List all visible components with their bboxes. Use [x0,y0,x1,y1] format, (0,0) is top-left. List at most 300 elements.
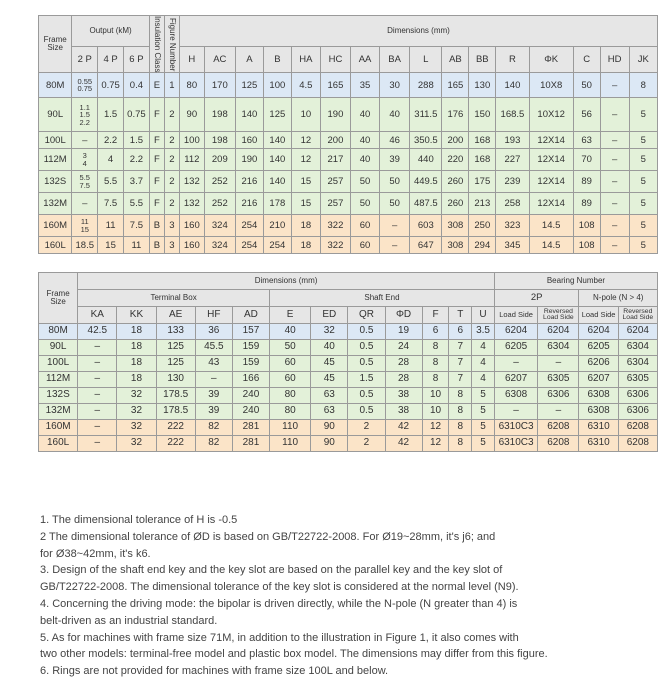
notes [40,512,640,680]
table-cell: 18 [291,237,320,254]
table-cell: 132 [179,193,204,215]
table-row [39,171,658,193]
table-cell: 6306 [538,388,579,404]
note-line: 5. As for machines with frame size 71M, in addition to the illustration in Figure 1, it also comes with [40,631,519,644]
table-cell: 132 [179,171,204,193]
table-cell: 15 [98,237,124,254]
table-cell: 18 [117,324,156,340]
table-cell: 6304 [618,356,657,372]
table-cell: 6305 [538,372,579,388]
table-cell: 240 [232,404,269,420]
terminal-shaft-bearing-table [38,272,658,452]
table-cell: 322 [320,237,350,254]
table-cell: 216 [235,171,263,193]
table-cell: 36 [195,324,232,340]
table-cell: 140 [235,98,263,132]
table-cell: 140 [263,132,291,149]
table-cell: 50 [270,340,311,356]
table-cell: 8 [449,436,472,452]
table-cell: 80 [270,388,311,404]
table-cell: – [600,193,629,215]
table-cell: 294 [469,237,496,254]
col2-7: QR [348,307,385,324]
table-cell: 7 [449,340,472,356]
table-cell: 0.5 [348,340,385,356]
table-cell: 125 [156,356,195,372]
table-cell: 449.5 [410,171,442,193]
table-cell: 220 [442,149,469,171]
col-dim-8: L [410,46,442,73]
col2-dimensions: Dimensions (mm) [78,273,495,290]
table-row [39,324,658,340]
table-cell: 6204 [538,324,579,340]
table-cell: 39 [380,149,410,171]
table-cell: 165 [320,73,350,98]
note-line: belt-driven as an industrial standard. [40,614,218,627]
table-cell: 216 [235,193,263,215]
table-cell: 89 [573,193,600,215]
table-cell: – [600,98,629,132]
table-cell: 110 [270,436,311,452]
table-cell: 150 [469,98,496,132]
table-cell: 6 [422,324,449,340]
table-cell: 2 [164,132,179,149]
table-cell: 6206 [579,356,618,372]
table-cell: 323 [496,215,529,237]
table-cell: 8 [422,356,449,372]
table-cell: 209 [204,149,235,171]
table-cell: F [149,193,164,215]
table-cell: B [149,215,164,237]
table-cell: 2 [164,98,179,132]
table-cell: 2 [164,149,179,171]
table-cell: 40 [351,132,380,149]
frame-size-cell: 80M [39,324,78,340]
table-cell: 40 [351,98,380,132]
table-cell: – [538,356,579,372]
table-cell: 125 [156,340,195,356]
table-cell: 6205 [494,340,537,356]
table-cell: 250 [469,215,496,237]
table-row [39,98,658,132]
table-cell: – [600,149,629,171]
col-dim-15: JK [629,46,657,73]
table-cell: 14.5 [529,237,573,254]
table-cell: 8 [629,73,657,98]
table-cell: 198 [204,132,235,149]
table-cell: 258 [496,193,529,215]
table-cell: 190 [235,149,263,171]
table-cell: 252 [204,193,235,215]
table-cell: 4 [98,149,124,171]
note-line: two other models: terminal-free model and plastic box model. The dimensions may differ from this figure. [40,648,548,661]
table-cell: 14.5 [529,215,573,237]
table-cell: 254 [235,237,263,254]
table-cell: 308 [442,237,469,254]
table-cell: – [78,372,117,388]
table-cell: 40 [380,98,410,132]
table-cell: 157 [232,324,269,340]
table-cell: 8 [422,340,449,356]
table-cell: 89 [573,171,600,193]
table-cell: 42.5 [78,324,117,340]
table-cell: 110 [270,420,311,436]
table-cell: 5.5 [123,193,149,215]
table-cell: 260 [442,193,469,215]
table-cell: 178 [263,193,291,215]
table-cell: – [600,237,629,254]
table-row [39,340,658,356]
col-output: Output (kM) [72,16,149,47]
table-cell: 603 [410,215,442,237]
table-cell: 324 [204,237,235,254]
table-cell: 130 [156,372,195,388]
table-cell: 6208 [538,436,579,452]
table-cell: 281 [232,436,269,452]
table-cell: 15 [291,171,320,193]
table-cell: 12 [291,149,320,171]
table-cell: – [494,404,537,420]
col2-1: KK [117,307,156,324]
table-cell: 140 [496,73,529,98]
table-cell: 166 [232,372,269,388]
table-row [39,215,658,237]
table-row [39,193,658,215]
col-pole-1: 4 P [98,46,124,73]
table-cell: 6207 [494,372,537,388]
table-cell: 322 [320,215,350,237]
col-dim-1: AC [204,46,235,73]
table-cell: 32 [117,420,156,436]
table-cell: 18.5 [72,237,98,254]
table-cell: 6205 [579,340,618,356]
note-line: for Ø38~42mm, it's k6. [40,547,151,560]
col2-bearing-1: Reversed Load Side [538,307,579,324]
table-cell: 198 [204,98,235,132]
table-cell: 63 [311,388,348,404]
table-cell: 2 [348,420,385,436]
table-cell: 63 [311,404,348,420]
col-pole-0: 2 P [72,46,98,73]
table-cell: 45.5 [195,340,232,356]
table-cell: 227 [496,149,529,171]
table-cell: 11 [98,215,124,237]
table-cell: 12 [422,420,449,436]
table-cell: – [380,237,410,254]
table-cell: 175 [469,171,496,193]
col-dim-5: HC [320,46,350,73]
table-cell: 222 [156,436,195,452]
table-cell: 90 [179,98,204,132]
table-cell: 50 [573,73,600,98]
table-cell: 43 [195,356,232,372]
col-frame-size: Frame Size [39,16,72,73]
table-cell: 60 [351,237,380,254]
table-cell: 6208 [618,420,657,436]
table-cell: 345 [496,237,529,254]
col-dim-14: HD [600,46,629,73]
frame-size-cell: 160M [39,215,72,237]
col2-bearing-3: Reversed Load Side [618,307,657,324]
col2-shaft-end: Shaft End [270,290,495,307]
col-dimensions: Dimensions (mm) [179,16,657,47]
frame-size-cell: 80M [39,73,72,98]
frame-size-cell: 90L [39,98,72,132]
table-cell: 10 [422,388,449,404]
note-line: 1. The dimensional tolerance of H is -0.5 [40,514,238,526]
table-cell: 7.5 [98,193,124,215]
table-cell: 190 [320,98,350,132]
table-cell: 6305 [618,372,657,388]
table-cell: 12 [291,132,320,149]
table-cell: 8 [449,420,472,436]
col2-9: F [422,307,449,324]
frame-size-cell: 132S [39,388,78,404]
table-cell: 3 [164,237,179,254]
col2-5: E [270,307,311,324]
col2-6: ED [311,307,348,324]
table-cell: 1 [164,73,179,98]
note-line: 6. Rings are not provided for machines with frame size 100L and below. [40,665,389,678]
table-cell: 252 [204,171,235,193]
table-cell: F [149,132,164,149]
table-cell: 3 4 [72,149,98,171]
table-cell: 160 [235,132,263,149]
table-row [39,372,658,388]
table-cell: 2.2 [98,132,124,149]
frame-size-cell: 132S [39,171,72,193]
table-cell: 213 [469,193,496,215]
table-cell: 5.5 [98,171,124,193]
table-cell: 0.55 0.75 [72,73,98,98]
col-insulation-class: Insulation Class [149,16,164,73]
table-cell: 90 [311,420,348,436]
table-cell: 6208 [538,420,579,436]
table-cell: 1.5 [98,98,124,132]
col2-4: AD [232,307,269,324]
table-cell: 1.5 [123,132,149,149]
table-cell: 281 [232,420,269,436]
table-cell: 159 [232,356,269,372]
col-dim-4: HA [291,46,320,73]
table-cell: 254 [235,215,263,237]
table-cell: 19 [385,324,422,340]
table-cell: 288 [410,73,442,98]
table-cell: 80 [270,404,311,420]
table-cell: 6208 [618,436,657,452]
table-cell: – [78,436,117,452]
table-cell: 1.5 [348,372,385,388]
table-cell: F [149,98,164,132]
table-cell: 200 [320,132,350,149]
table-cell: 108 [573,237,600,254]
table-cell: 8 [449,404,472,420]
table-cell: 350.5 [410,132,442,149]
col2-bearing-0: Load Side [494,307,537,324]
frame-size-cell: 112M [39,149,72,171]
table-cell: B [149,237,164,254]
table-cell: 32 [117,388,156,404]
table-cell: 5 [472,420,495,436]
col2-bearing-number: Bearing Number [494,273,657,290]
table-cell: – [380,215,410,237]
table-cell: 40 [351,149,380,171]
frame-size-cell: 132M [39,404,78,420]
table-cell: 112 [179,149,204,171]
table-row [39,436,658,452]
table-cell: 6310C3 [494,420,537,436]
table-cell: 12X14 [529,171,573,193]
table-cell: 18 [117,372,156,388]
table-cell: 39 [195,404,232,420]
table-cell: 2.2 [123,149,149,171]
table-cell: 5 [629,171,657,193]
table-cell: 5 [472,404,495,420]
col-dim-7: BA [380,46,410,73]
table-cell: 80 [179,73,204,98]
table-cell: 7 [449,372,472,388]
table-cell: 45 [311,356,348,372]
table-cell: 35 [351,73,380,98]
table-cell: 6306 [618,404,657,420]
table-cell: 210 [263,215,291,237]
table-cell: 3.7 [123,171,149,193]
table-cell: 32 [311,324,348,340]
col2-bearing-2: Load Side [579,307,618,324]
table-cell: 11 [123,237,149,254]
table-cell: – [78,388,117,404]
table-cell: 30 [380,73,410,98]
table-cell: 11 15 [72,215,98,237]
table-cell: 160 [179,215,204,237]
table-row [39,73,658,98]
table-cell: 4.5 [291,73,320,98]
table-cell: 5 [629,237,657,254]
table-cell: 10 [422,404,449,420]
table-cell: 3.5 [472,324,495,340]
table-cell: 260 [442,171,469,193]
col-pole-2: 6 P [123,46,149,73]
table-cell: – [78,340,117,356]
table-cell: 60 [270,356,311,372]
table-row [39,420,658,436]
table-cell: 6310C3 [494,436,537,452]
col2-10: T [449,307,472,324]
table-cell: 222 [156,420,195,436]
table-cell: 90 [311,436,348,452]
table-cell: 6207 [579,372,618,388]
table-cell: 193 [496,132,529,149]
frame-size-cell: 90L [39,340,78,356]
table-cell: 311.5 [410,98,442,132]
frame-size-cell: 160M [39,420,78,436]
table-cell: 60 [351,215,380,237]
col-dim-13: C [573,46,600,73]
table-cell: 0.4 [123,73,149,98]
table-cell: 12 [422,436,449,452]
table-cell: 165 [442,73,469,98]
table-cell: 50 [380,171,410,193]
frame-size-cell: 160L [39,436,78,452]
col-dim-6: AA [351,46,380,73]
col2-2p: 2P [494,290,579,307]
col-dim-0: H [179,46,204,73]
col-dim-10: BB [469,46,496,73]
table-cell: 8 [422,372,449,388]
table-cell: 4 [472,356,495,372]
table-cell: 50 [351,193,380,215]
note-line: 3. Design of the shaft end key and the key slot are based on the parallel key and the key slot of [40,564,503,577]
table-cell: 176 [442,98,469,132]
table-cell: 39 [195,388,232,404]
table-cell: 42 [385,420,422,436]
table-cell: 10X8 [529,73,573,98]
table-cell: 40 [270,324,311,340]
table-cell: 12X14 [529,132,573,149]
frame-size-cell: 112M [39,372,78,388]
table-cell: 440 [410,149,442,171]
table-cell: 40 [311,340,348,356]
table-cell: 2 [348,436,385,452]
table-cell: 5 [629,132,657,149]
table-row [39,237,658,254]
table-cell: 240 [232,388,269,404]
table-cell: F [149,149,164,171]
table-cell: 60 [270,372,311,388]
col-dim-12: ΦK [529,46,573,73]
table-cell: – [78,404,117,420]
table-cell: 217 [320,149,350,171]
col2-frame-size: Frame Size [39,273,78,324]
table-row [39,149,658,171]
table-cell: 4 [472,372,495,388]
table-cell: 4 [472,340,495,356]
table-cell: 45 [311,372,348,388]
table-cell: 200 [442,132,469,149]
note-line: 4. Concerning the driving mode: the bipolar is driven directly, while the N-pole (N greater than 4) is [40,597,518,610]
table-row [39,404,658,420]
motor-dimensions-table [38,15,658,254]
col2-11: U [472,307,495,324]
table-cell: 308 [442,215,469,237]
table-cell: 324 [204,215,235,237]
table-cell: 168.5 [496,98,529,132]
table-cell: 50 [351,171,380,193]
table-cell: 12X14 [529,149,573,171]
table-cell: 0.5 [348,404,385,420]
table-cell: – [195,372,232,388]
table-cell: 0.5 [348,388,385,404]
table-cell: 6308 [579,404,618,420]
table-cell: 70 [573,149,600,171]
table-cell: 100 [179,132,204,149]
col-dim-9: AB [442,46,469,73]
table-cell: – [600,132,629,149]
table-cell: 10 [291,98,320,132]
table-cell: 28 [385,356,422,372]
col2-terminal-box: Terminal Box [78,290,270,307]
table-cell: 160 [179,237,204,254]
table-cell: 24 [385,340,422,356]
table-cell: 10X12 [529,98,573,132]
frame-size-cell: 160L [39,237,72,254]
col2-0: KA [78,307,117,324]
table-cell: 178.5 [156,404,195,420]
table-cell: 6204 [494,324,537,340]
table-cell: 168 [469,132,496,149]
table-row [39,388,658,404]
table-cell: 168 [469,149,496,171]
